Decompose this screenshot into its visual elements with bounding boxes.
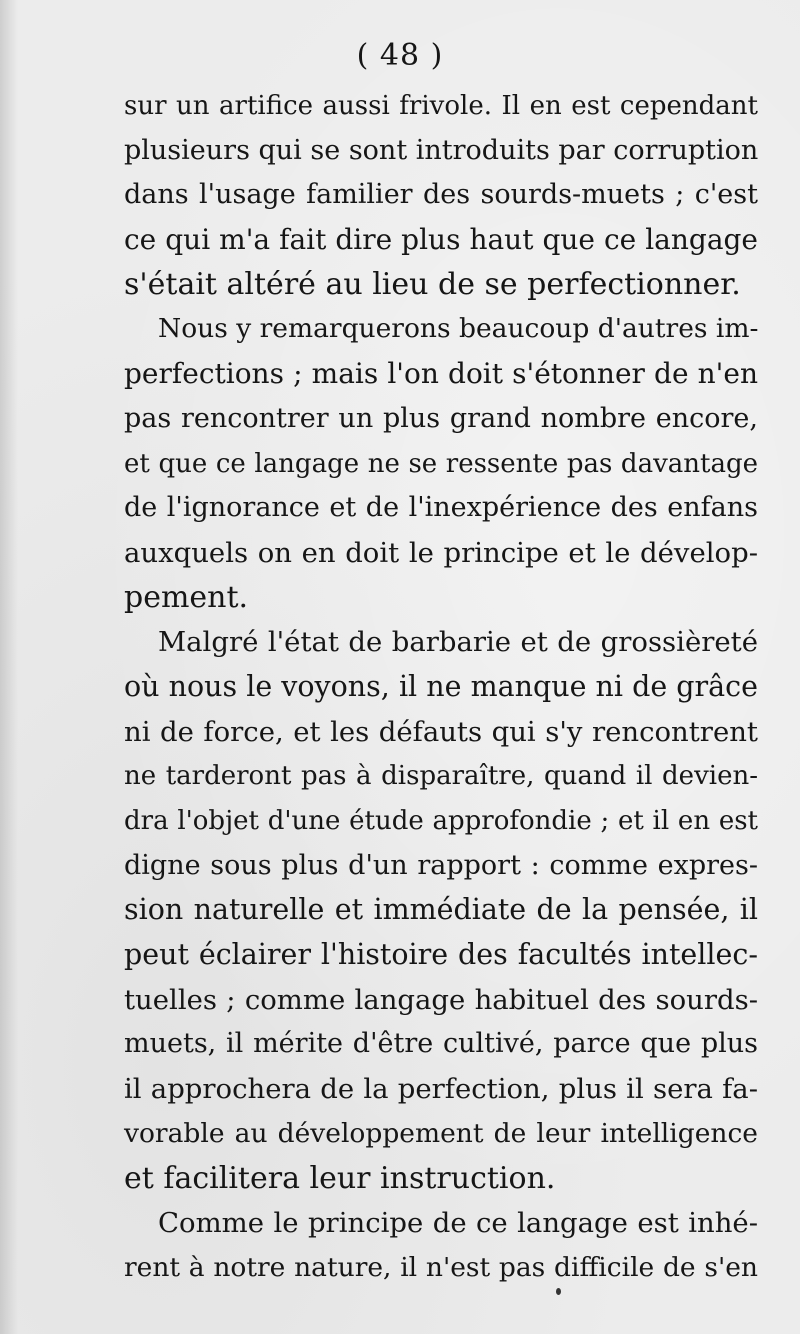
text-line: pement. <box>124 579 249 615</box>
text-line: dra l'objet d'une étude approfondie ; et il en est <box>124 806 758 836</box>
page-number: ( 48 ) <box>356 38 444 73</box>
text-line: Nous y remarquerons beaucoup d'autres im- <box>158 313 759 345</box>
ink-speck <box>556 1288 561 1295</box>
text-line: s'était altéré au lieu de se perfectionner. <box>124 266 741 302</box>
text-line: pas rencontrer un plus grand nombre encore, <box>124 402 758 434</box>
text-line: digne sous plus d'un rapport : comme expres- <box>124 849 758 881</box>
text-line: ce qui m'a fait dire plus haut que ce langage <box>124 223 758 257</box>
text-line: et facilitera leur instruction. <box>124 1160 556 1196</box>
text-line: ni de force, et les défauts qui s'y rencontrent <box>124 715 758 748</box>
body-text <box>124 84 758 1291</box>
text-line: rent à notre nature, il n'est pas difficile de s'en <box>124 1251 758 1283</box>
text-line: ne tarderont pas à disparaître, quand il devien- <box>124 761 758 792</box>
text-line: auxquels on en doit le principe et le dévelop- <box>124 536 758 569</box>
text-line: dans l'usage familier des sourds-muets ; c'est <box>124 179 758 211</box>
text-line: perfections ; mais l'on doit s'étonner de n'en <box>124 357 758 391</box>
text-line: Malgré l'état de barbarie et de grossièreté <box>158 626 758 659</box>
text-line: plusieurs qui se sont introduits par corruption <box>124 134 759 166</box>
text-line: peut éclairer l'histoire des facultés intellec- <box>124 938 758 972</box>
text-line: tuelles ; comme langage habituel des sourds- <box>124 983 758 1016</box>
text-line: Comme le principe de ce langage est inhé- <box>158 1207 758 1240</box>
text-line: de l'ignorance et de l'inexpérience des enfans <box>124 492 758 524</box>
text-line: il approchera de la perfection, plus il sera fa- <box>124 1073 758 1106</box>
text-line: et que ce langage ne se ressente pas davantage <box>124 448 758 479</box>
text-line: sur un artifice aussi frivole. Il en est cependant <box>124 91 758 121</box>
text-line: où nous le voyons, il ne manque ni de grâce <box>124 669 758 703</box>
text-line: vorable au développement de leur intelligence <box>124 1117 758 1149</box>
text-line: sion naturelle et immédiate de la pensée, il <box>124 893 758 927</box>
text-line: muets, il mérite d'être cultivé, parce que plus <box>124 1028 758 1060</box>
